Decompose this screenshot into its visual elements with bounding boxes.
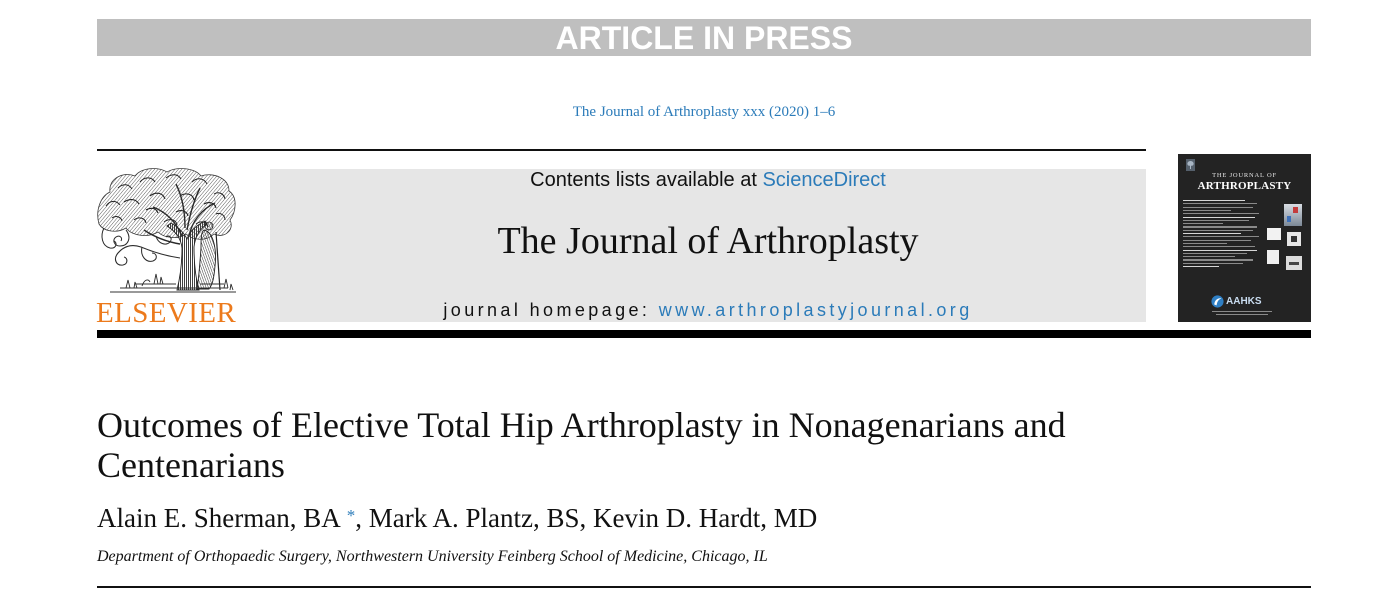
author-affiliation: Department of Orthopaedic Surgery, Northwestern University Feinberg School of Medicine, Chicago, IL <box>97 548 768 565</box>
cover-text-line <box>1183 253 1247 254</box>
journal-citation <box>97 103 1311 121</box>
society-logo <box>1211 295 1281 309</box>
homepage-prefix: journal homepage: <box>443 300 659 320</box>
cover-contents <box>1183 200 1263 272</box>
author-separator: , <box>355 503 369 533</box>
article-title: Outcomes of Elective Total Hip Arthroplasty in Nonagenarians and Centenarians <box>97 405 1066 485</box>
citation-link[interactable]: The Journal of Arthroplasty xxx (2020) 1–6 <box>572 104 836 120</box>
cover-text-line <box>1183 213 1259 214</box>
cover-text-line <box>1183 203 1257 204</box>
cover-text-line <box>1183 243 1227 244</box>
corresponding-author-mark[interactable]: * <box>346 506 356 525</box>
journal-homepage <box>270 301 1146 319</box>
cover-figure-panel <box>1286 256 1302 270</box>
cover-text-line <box>1183 233 1241 234</box>
ground <box>110 274 236 292</box>
cover-text-line <box>1183 246 1255 247</box>
cover-fine-print-line <box>1212 311 1272 312</box>
cover-text-line <box>1183 217 1255 218</box>
cover-text-line <box>1183 263 1243 264</box>
cover-text-line <box>1183 230 1253 231</box>
cover-text-line <box>1183 266 1219 267</box>
cover-figure-panel <box>1267 228 1281 240</box>
cover-publisher-icon <box>1186 159 1195 171</box>
cover-text-line <box>1183 250 1257 251</box>
contents-prefix: Contents lists available at <box>530 169 763 191</box>
cover-text-line <box>1183 223 1223 224</box>
cover-text-line <box>1183 259 1253 260</box>
sciencedirect-link[interactable]: ScienceDirect <box>762 169 886 191</box>
cover-title: ARTHROPLASTY <box>1197 180 1292 192</box>
cover-text-line <box>1183 207 1253 208</box>
journal-cover-thumbnail <box>1178 154 1311 322</box>
cover-figure-panel <box>1287 232 1301 246</box>
cover-text-line <box>1183 210 1231 211</box>
cover-figure-detail <box>1289 262 1299 265</box>
cover-text-line <box>1183 236 1259 237</box>
corresponding-author-superscript <box>347 506 356 525</box>
author-list <box>97 505 817 532</box>
society-name: AAHKS <box>1226 296 1262 307</box>
cover-text-line <box>1183 200 1245 201</box>
author-name: Kevin D. Hardt, MD <box>592 503 818 533</box>
cover-figure-panel <box>1267 250 1279 264</box>
elsevier-tree-logo <box>96 166 238 296</box>
banner-label: ARTICLE IN PRESS <box>555 20 853 56</box>
cover-text-line <box>1183 220 1249 221</box>
author-name: Mark A. Plantz, BS <box>368 503 580 533</box>
contents-availability <box>270 170 1146 190</box>
cover-fine-print-line <box>1216 314 1268 315</box>
cover-text-line <box>1183 240 1251 241</box>
homepage-link[interactable]: www.arthroplastyjournal.org <box>658 300 973 320</box>
author-separator: , <box>579 503 593 533</box>
cover-text-line <box>1183 226 1257 227</box>
cover-kicker: THE JOURNAL OF <box>1212 172 1277 179</box>
header-rule <box>97 149 1146 151</box>
header-bottom-rule <box>97 586 1311 588</box>
article-in-press-banner <box>97 19 1311 56</box>
cover-text-line <box>1183 256 1235 257</box>
cover-xray-figure <box>1284 204 1302 226</box>
masthead-thick-rule <box>97 330 1311 338</box>
journal-title: The Journal of Arthroplasty <box>497 220 919 262</box>
cover-figure-highlight <box>1287 216 1291 222</box>
cover-figure-highlight <box>1293 207 1298 213</box>
aahks-swoosh-icon <box>1211 295 1224 308</box>
author-name: Alain E. Sherman, BA <box>97 503 341 533</box>
cover-figure-detail <box>1291 236 1297 242</box>
publisher-wordmark: ELSEVIER <box>96 297 237 329</box>
journal-masthead <box>270 169 1146 322</box>
